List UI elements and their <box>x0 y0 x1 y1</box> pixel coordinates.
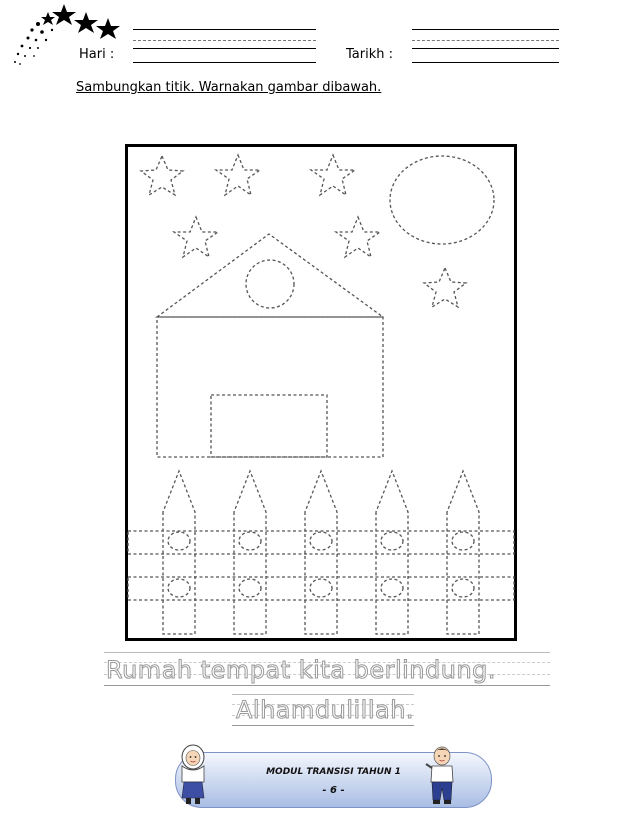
class-line-top <box>412 29 559 30</box>
house-door-outline <box>211 395 327 457</box>
boy-student-illustration <box>424 744 460 806</box>
moon-outline <box>390 156 494 244</box>
date-line <box>412 62 559 63</box>
day-label: Hari : <box>79 47 115 62</box>
class-line-dashed <box>412 40 559 41</box>
star-icon <box>74 12 98 33</box>
house-window-outline <box>246 260 294 308</box>
fence-picket <box>305 471 337 634</box>
trace-sentence-1: Rumah tempat kita berlindung. <box>106 656 497 684</box>
dot-to-dot-picture <box>125 144 517 641</box>
trace-sentence-2: Alhamdulillah. <box>236 696 415 724</box>
star-outline <box>311 155 355 195</box>
module-title: MODUL TRANSISI TAHUN 1 <box>266 767 401 777</box>
date-label: Tarikh : <box>346 47 393 62</box>
picture-frame <box>127 146 516 640</box>
name-line-base <box>133 48 316 49</box>
instruction-text: Sambungkan titik. Warnakan gambar dibawah. <box>76 80 382 95</box>
house-wall-outline <box>157 317 383 457</box>
name-line-dashed <box>133 40 316 41</box>
fence-picket <box>234 471 266 634</box>
day-line <box>133 62 316 63</box>
star-icon <box>41 12 55 25</box>
star-outline <box>336 217 380 257</box>
class-line-base <box>412 48 559 49</box>
fence-picket <box>447 471 479 634</box>
fence-picket <box>376 471 408 634</box>
star-icon <box>96 18 120 39</box>
house-roof-outline <box>157 234 383 317</box>
star-outline <box>216 155 260 195</box>
star-outline <box>424 268 466 307</box>
star-icon <box>52 4 76 25</box>
girl-student-illustration <box>176 744 210 806</box>
star-outline <box>174 217 218 257</box>
page-number: - 6 - <box>322 785 345 796</box>
name-line-top <box>133 29 316 30</box>
fence-picket <box>163 471 195 634</box>
star-outline <box>141 156 183 195</box>
